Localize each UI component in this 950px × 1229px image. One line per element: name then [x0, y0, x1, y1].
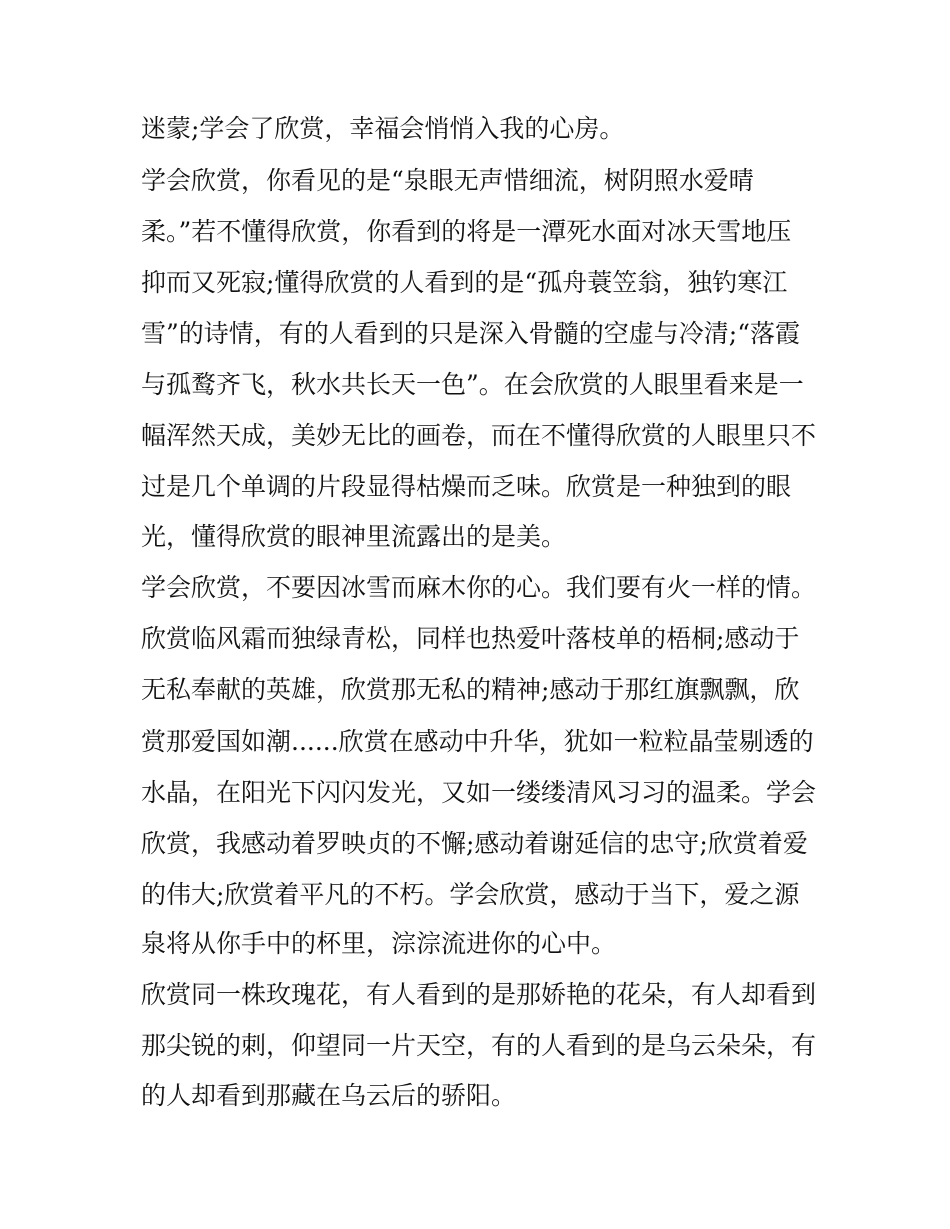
text-line: 那尖锐的刺，仰望同一片天空，有的人看到的是乌云朵朵，有	[141, 1031, 817, 1060]
text-line: 与孤鹜齐飞，秋水共长天一色”。在会欣赏的人眼里看来是一	[141, 370, 804, 399]
text-line: 的人却看到那藏在乌云后的骄阳。	[141, 1081, 517, 1110]
text-line: 学会欣赏，你看见的是“泉眼无声惜细流，树阴照水爱晴	[141, 166, 754, 195]
text-line: 迷蒙;学会了欣赏，幸福会悄悄入我的心房。	[141, 114, 625, 143]
text-line: 幅浑然天成，美妙无比的画卷，而在不懂得欣赏的人眼里只不	[141, 421, 817, 450]
text-line: 的伟大;欣赏着平凡的不朽。学会欣赏，感动于当下，爱之源	[141, 880, 800, 909]
text-line: 泉将从你手中的杯里，淙淙流进你的心中。	[141, 929, 617, 958]
text-line: 无私奉献的英雄，欣赏那无私的精神;感动于那红旗飘飘，欣	[141, 675, 800, 704]
text-line: 学会欣赏，不要因冰雪而麻木你的心。我们要有火一样的情。	[141, 573, 817, 602]
text-line: 欣赏同一株玫瑰花，有人看到的是那娇艳的花朵，有人却看到	[141, 980, 817, 1009]
text-line: 柔。”若不懂得欣赏，你看到的将是一潭死水面对冰天雪地压	[141, 217, 792, 246]
text-line: 抑而又死寂;懂得欣赏的人看到的是“孤舟蓑笠翁，独钓寒江	[141, 268, 788, 297]
text-line: 雪”的诗情，有的人看到的只是深入骨髓的空虚与冷清;“落霞	[141, 319, 800, 348]
text-line: 赏那爱国如潮......欣赏在感动中升华，犹如一粒粒晶莹剔透的	[141, 727, 814, 756]
text-line: 欣赏，我感动着罗映贞的不懈;感动着谢延信的忠守;欣赏着爱	[141, 829, 808, 858]
text-line: 水晶，在阳光下闪闪发光，又如一缕缕清风习习的温柔。学会	[141, 778, 817, 807]
text-line: 欣赏临风霜而独绿青松，同样也热爱叶落枝单的梧桐;感动于	[141, 624, 800, 653]
text-line: 光，懂得欣赏的眼神里流露出的是美。	[141, 522, 567, 551]
text-line: 过是几个单调的片段显得枯燥而乏味。欣赏是一种独到的眼	[141, 472, 792, 501]
